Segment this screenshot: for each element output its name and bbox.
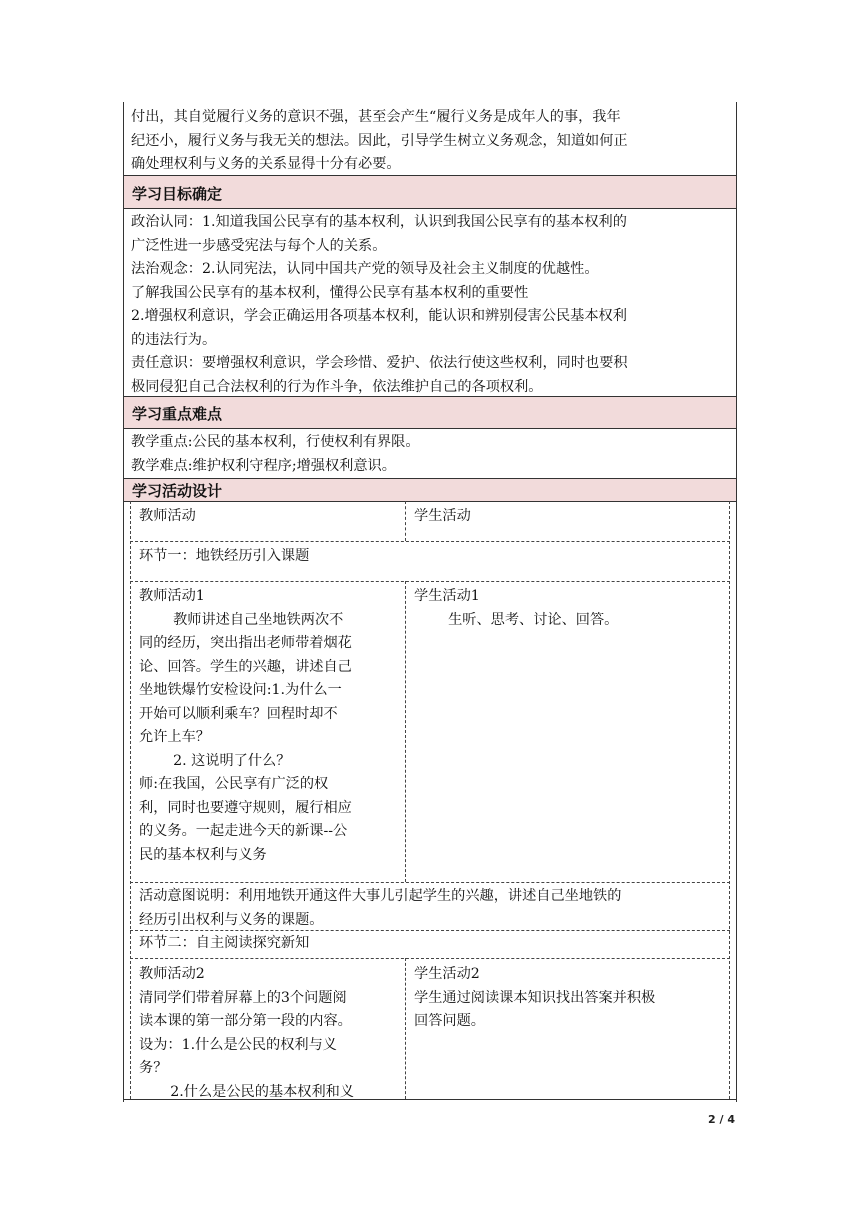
section1-intent <box>139 885 723 932</box>
section2-title: 环节二：自主阅读探究新知 <box>139 935 310 951</box>
student-column-header: 学生活动 <box>414 508 471 524</box>
goals-line: 责任意识：要增强权利意识，学会珍惜、爱护、依法行使这些权利，同时也要积 <box>131 355 628 371</box>
teacher-line: 清同学们带着屏幕上的3个问题阅 <box>139 989 347 1006</box>
intro-line: 纪还小，履行义务与我无关的想法。因此，引导学生树立义务观念，知道如何正 <box>131 132 628 149</box>
section2-teacher-cell <box>139 963 401 1104</box>
goals-line: 2.增强权利意识，学会正确运用各项基本权利，能认识和辨别侵害公民基本权利 <box>131 308 627 324</box>
teacher-line: 读本课的第一部分第一段的内容。 <box>139 1013 352 1029</box>
student-activity-title: 学生活动1 <box>414 588 480 604</box>
teacher-activity-title: 教师活动1 <box>139 588 205 604</box>
intro-paragraph <box>131 106 731 177</box>
keypoints-line: 教学难点:维护权利守程序;增强权利意识。 <box>131 457 396 474</box>
section2-student-cell <box>414 963 724 1034</box>
teacher-activity-title: 教师活动2 <box>139 966 205 982</box>
teacher-line: 民的基本权利与义务 <box>139 846 267 863</box>
teacher-line: 设为：1.什么是公民的权利与义 <box>139 1036 337 1053</box>
goals-line: 的违法行为。 <box>131 331 217 348</box>
teacher-line: 的义务。一起走进今天的新课--公 <box>139 823 348 839</box>
student-line: 回答问题。 <box>414 1013 485 1029</box>
intent-line: 活动意图说明：利用地铁开通这件大事儿引起学生的兴趣，讲述自己坐地铁的 <box>139 888 622 904</box>
teacher-line: 坐地铁爆竹安检设问:1.为什么一 <box>139 682 342 698</box>
goals-line: 广泛性进一步感受宪法与每个人的关系。 <box>131 237 387 254</box>
keypoints-content <box>131 431 731 478</box>
intent-line: 经历引出权利与义务的课题。 <box>139 911 324 928</box>
teacher-line: 2. 这说明了什么？ <box>173 752 291 769</box>
goals-content <box>131 211 731 399</box>
section1-teacher-cell <box>139 585 401 867</box>
goals-line: 极同侵犯自己合法权利的行为作斗争，依法维护自己的各项权利。 <box>131 378 543 395</box>
teacher-line: 务？ <box>139 1060 168 1076</box>
teacher-line: 论、回答。学生的兴趣，讲述自己 <box>139 658 352 675</box>
student-line: 学生通过阅读课本知识找出答案并积极 <box>414 989 656 1006</box>
intro-line: 确处理权利与义务的关系显得十分有必要。 <box>131 156 401 172</box>
teacher-line: 利，同时也要遵守规则，履行相应 <box>139 799 352 816</box>
intro-line: 付出，其自觉履行义务的意识不强，甚至会产生“履行义务是成年人的事，我年 <box>131 109 621 125</box>
activities-title: 学习活动设计 <box>132 482 223 500</box>
teacher-column-header: 教师活动 <box>139 508 196 524</box>
teacher-line: 师:在我国，公民享有广泛的权 <box>139 776 329 792</box>
goals-title: 学习目标确定 <box>132 185 223 203</box>
student-activity-title: 学生活动2 <box>414 966 480 982</box>
teacher-line: 同的经历，突出指出老师带着烟花 <box>139 635 352 651</box>
keypoints-title: 学习重点难点 <box>132 405 223 423</box>
student-line: 生听、思考、讨论、回答。 <box>448 611 619 628</box>
goals-line: 了解我国公民享有的基本权利，懂得公民享有基本权利的重要性 <box>131 284 529 301</box>
teacher-line: 2.什么是公民的基本权利和义 <box>170 1083 355 1100</box>
goals-line: 法治观念：2.认同宪法，认同中国共产党的领导及社会主义制度的优越性。 <box>131 261 599 277</box>
keypoints-line: 教学重点:公民的基本权利，行使权利有界限。 <box>131 434 420 450</box>
section1-student-cell <box>414 585 724 632</box>
section1-title: 环节一：地铁经历引入课题 <box>139 548 310 564</box>
teacher-line: 允许上车？ <box>139 729 210 745</box>
teacher-line: 教师讲述自己坐地铁两次不 <box>173 611 344 628</box>
page-number: 2 / 4 <box>708 1113 735 1126</box>
teacher-line: 开始可以顺利乘车？回程时却不 <box>139 705 338 722</box>
goals-line: 政治认同：1.知道我国公民享有的基本权利，认识到我国公民享有的基本权利的 <box>131 214 627 230</box>
